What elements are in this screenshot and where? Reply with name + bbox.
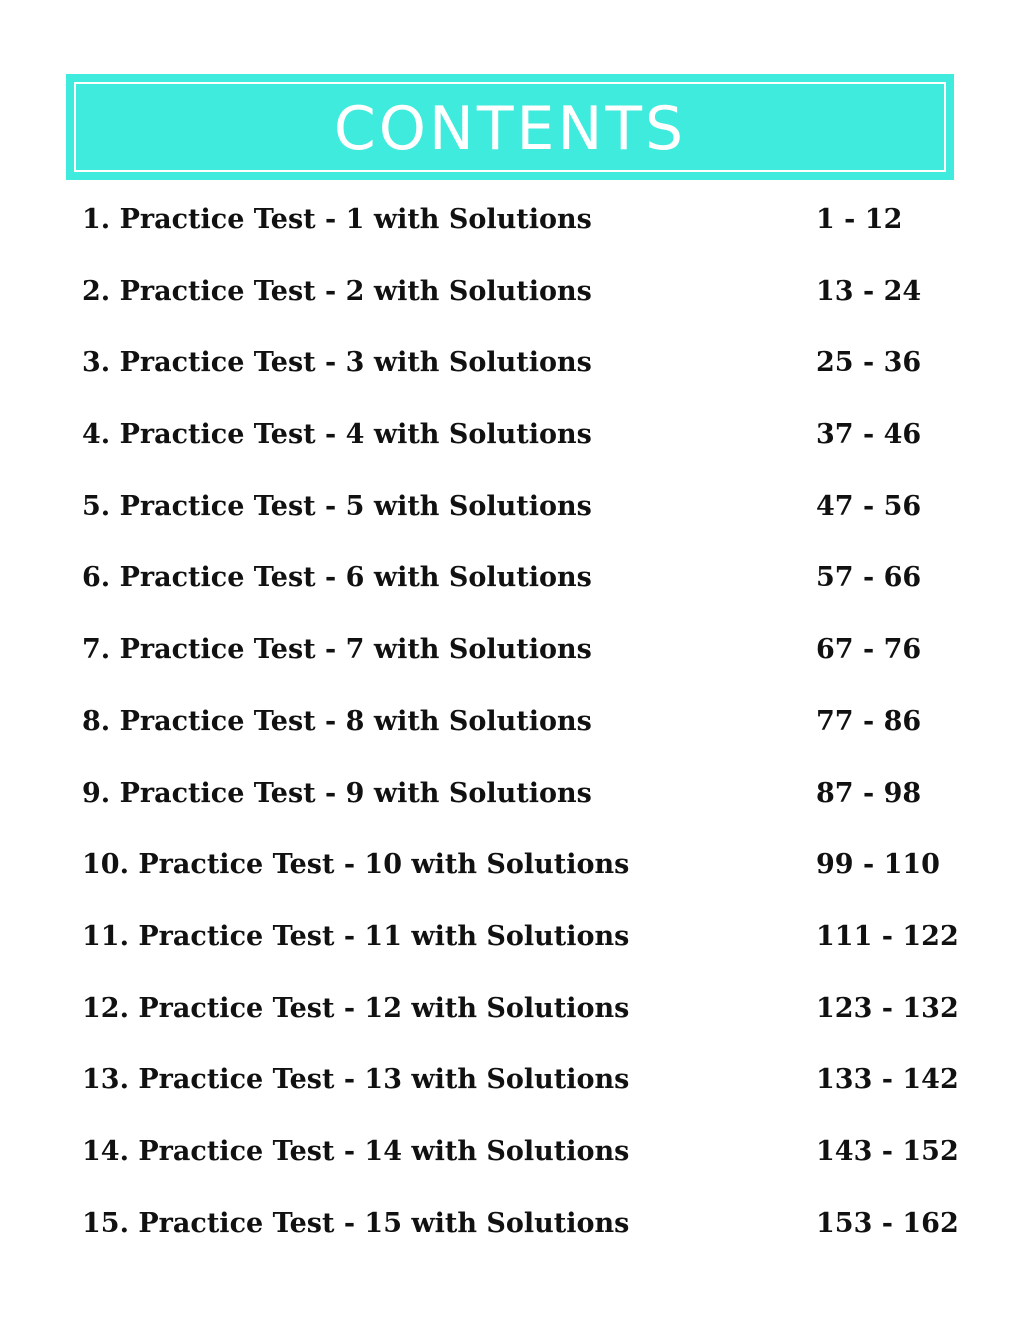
- contents-banner: [66, 74, 954, 180]
- toc-entry-title: 2. Practice Test - 2 with Solutions: [82, 275, 592, 307]
- toc-entry[interactable]: [82, 1204, 962, 1276]
- toc-entry[interactable]: [82, 558, 962, 630]
- toc-entry[interactable]: [82, 917, 962, 989]
- toc-entry-title: 3. Practice Test - 3 with Solutions: [82, 347, 592, 379]
- toc-entry-pages: 25 - 36: [816, 347, 922, 379]
- toc-entry-pages: 1 - 12: [816, 204, 903, 235]
- toc-entry-title: 6. Practice Test - 6 with Solutions: [82, 562, 592, 594]
- toc-entry-pages: 133 - 142: [816, 1064, 959, 1096]
- toc-entry-title: 13. Practice Test - 13 with Solutions: [82, 1064, 630, 1096]
- toc-entry-title: 1. Practice Test - 1 with Solutions: [82, 204, 592, 235]
- toc-entry-pages: 13 - 24: [816, 275, 922, 307]
- toc-entry[interactable]: [82, 415, 962, 487]
- toc-entry-pages: 123 - 132: [816, 992, 959, 1024]
- table-of-contents: [82, 200, 962, 1275]
- toc-entry-title: 12. Practice Test - 12 with Solutions: [82, 992, 630, 1024]
- toc-entry-pages: 37 - 46: [816, 419, 922, 451]
- toc-entry[interactable]: [82, 774, 962, 846]
- toc-entry[interactable]: [82, 487, 962, 559]
- toc-entry[interactable]: [82, 989, 962, 1061]
- toc-entry[interactable]: [82, 845, 962, 917]
- toc-entry[interactable]: [82, 343, 962, 415]
- toc-entry-title: 5. Practice Test - 5 with Solutions: [82, 490, 592, 522]
- toc-entry[interactable]: [82, 702, 962, 774]
- toc-entry-pages: 111 - 122: [816, 920, 959, 952]
- toc-entry[interactable]: [82, 1132, 962, 1204]
- contents-banner-frame: [74, 82, 946, 172]
- toc-entry-pages: 47 - 56: [816, 490, 922, 522]
- toc-entry-title: 9. Practice Test - 9 with Solutions: [82, 777, 592, 809]
- toc-entry-title: 8. Practice Test - 8 with Solutions: [82, 705, 592, 737]
- toc-entry-pages: 67 - 76: [816, 634, 922, 666]
- toc-entry-title: 10. Practice Test - 10 with Solutions: [82, 849, 630, 881]
- toc-entry[interactable]: [82, 272, 962, 344]
- toc-entry-pages: 57 - 66: [816, 562, 922, 594]
- toc-entry-title: 7. Practice Test - 7 with Solutions: [82, 634, 592, 666]
- toc-entry-pages: 153 - 162: [816, 1207, 959, 1239]
- toc-entry-pages: 143 - 152: [816, 1135, 959, 1167]
- toc-entry-title: 15. Practice Test - 15 with Solutions: [82, 1207, 630, 1239]
- page-title: CONTENTS: [333, 94, 687, 164]
- toc-entry-pages: 87 - 98: [816, 777, 922, 809]
- toc-entry-pages: 77 - 86: [816, 705, 922, 737]
- toc-entry-title: 4. Practice Test - 4 with Solutions: [82, 419, 592, 451]
- toc-entry-title: 14. Practice Test - 14 with Solutions: [82, 1135, 630, 1167]
- toc-entry-pages: 99 - 110: [816, 849, 940, 881]
- toc-entry[interactable]: [82, 200, 962, 272]
- toc-entry-title: 11. Practice Test - 11 with Solutions: [82, 920, 630, 952]
- toc-entry[interactable]: [82, 630, 962, 702]
- toc-entry[interactable]: [82, 1060, 962, 1132]
